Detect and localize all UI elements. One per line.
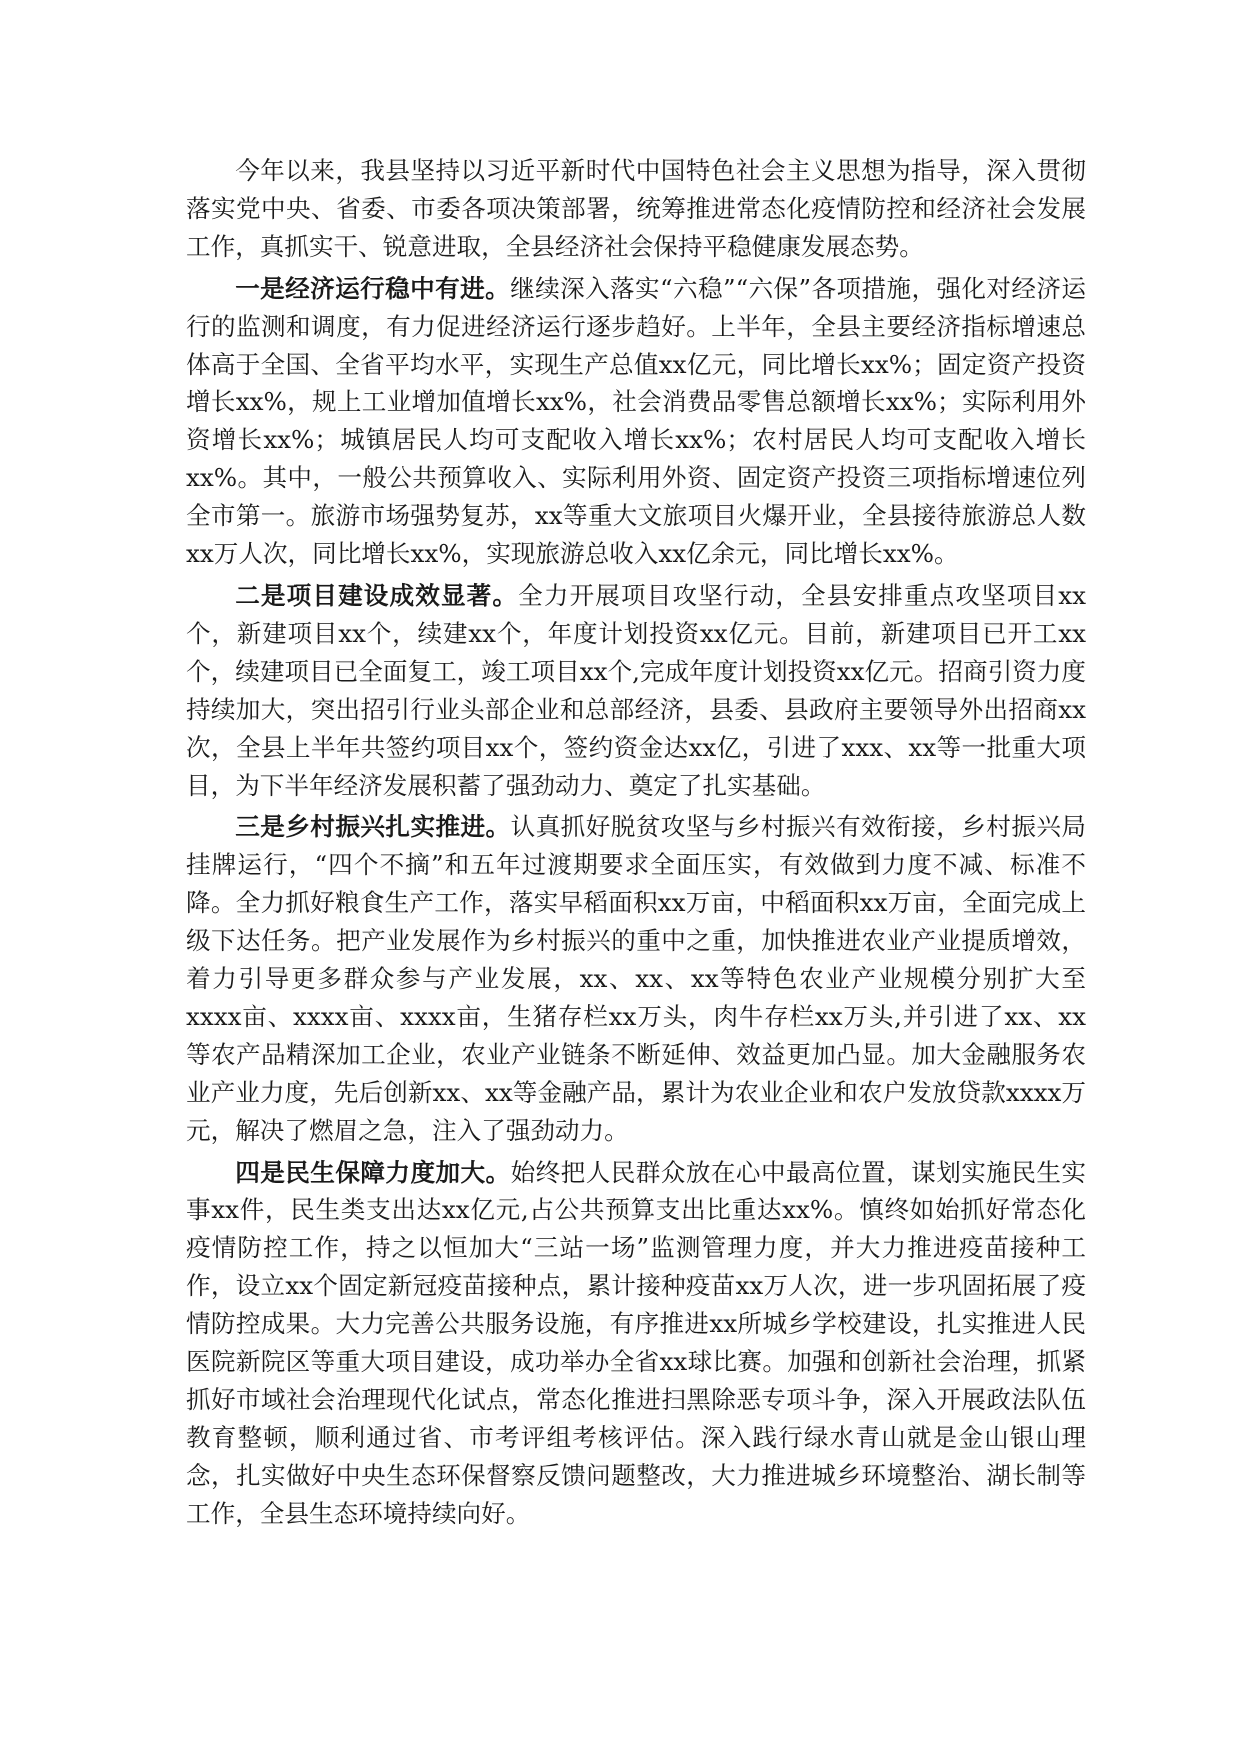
paragraph-body: 今年以来，我县坚持以习近平新时代中国特色社会主义思想为指导，深入贯彻落实党中央、省委、市委各项决策部署，统筹推进常态化疫情防控和经济社会发展工作，真抓实干、锐意进取，全县经济社会保持平稳健康发展态势。 — [186, 156, 1086, 261]
paragraph-body: 继续深入落实“六稳”“六保”各项措施，强化对经济运行的监测和调度，有力促进经济运行逐步趋好。上半年，全县主要经济指标增速总体高于全国、全省平均水平，实现生产总值xx亿元，同比增长xx%；固定资产投资增长xx%，规上工业增加值增长xx%，社会消费品零售总额增长xx%；实际利用外资增长xx%；城镇居民人均可支配收入增长xx%；农村居民人均可支配收入增长xx%。其中，一般公共预算收入、实际利用外资、固定资产投资三项指标增速位列全市第一。旅游市场强势复苏，xx等重大文旅项目火爆开业，全县接待旅游总人数xx万人次，同比增长xx%，实现旅游总收入xx亿余元，同比增长xx%。 — [186, 273, 1086, 569]
projects-paragraph — [186, 577, 1086, 804]
document-page — [186, 152, 1086, 1537]
paragraph-body: 全力开展项目攻坚行动，全县安排重点攻坚项目xx个，新建项目xx个，续建xx个，年度计划投资xx亿元。目前，新建项目已开工xx个，续建项目已全面复工，竣工项目xx个,完成年度计划投资xx亿元。招商引资力度持续加大，突出招引行业头部企业和总部经济，县委、县政府主要领导外出招商xx次，全县上半年共签约项目xx个，签约资金达xx亿，引进了xxx、xx等一批重大项目，为下半年经济发展积蓄了强劲动力、奠定了扎实基础。 — [186, 580, 1086, 800]
rural-revitalization-paragraph — [186, 808, 1086, 1149]
paragraph-heading: 三是乡村振兴扎实推进。 — [235, 812, 511, 842]
economy-paragraph — [186, 270, 1086, 573]
livelihood-paragraph — [186, 1154, 1086, 1533]
paragraph-body: 始终把人民群众放在心中最高位置，谋划实施民生实事xx件，民生类支出达xx亿元,占公共预算支出比重达xx%。慎终如始抓好常态化疫情防控工作，持之以恒加大“三站一场”监测管理力度，并大力推进疫苗接种工作，设立xx个固定新冠疫苗接种点，累计接种疫苗xx万人次，进一步巩固拓展了疫情防控成果。大力完善公共服务设施，有序推进xx所城乡学校建设，扎实推进人民医院新院区等重大项目建设，成功举办全省xx球比赛。加强和创新社会治理，抓紧抓好市域社会治理现代化试点，常态化推进扫黑除恶专项斗争，深入开展政法队伍教育整顿，顺利通过省、市考评组考核评估。深入践行绿水青山就是金山银山理念，扎实做好中央生态环保督察反馈问题整改，大力推进城乡环境整治、湖长制等工作，全县生态环境持续向好。 — [186, 1157, 1086, 1528]
paragraph-heading: 二是项目建设成效显著。 — [235, 580, 519, 610]
intro-paragraph — [186, 152, 1086, 266]
paragraph-heading: 一是经济运行稳中有进。 — [235, 273, 511, 303]
paragraph-heading: 四是民生保障力度加大。 — [235, 1157, 511, 1187]
paragraph-body: 认真抓好脱贫攻坚与乡村振兴有效衔接，乡村振兴局挂牌运行，“四个不摘”和五年过渡期要求全面压实，有效做到力度不减、标准不降。全力抓好粮食生产工作，落实早稻面积xx万亩，中稻面积xx万亩，全面完成上级下达任务。把产业发展作为乡村振兴的重中之重，加快推进农业产业提质增效，着力引导更多群众参与产业发展，xx、xx、xx等特色农业产业规模分别扩大至xxxx亩、xxxx亩、xxxx亩，生猪存栏xx万头，肉牛存栏xx万头,并引进了xx、xx等农产品精深加工企业，农业产业链条不断延伸、效益更加凸显。加大金融服务农业产业力度，先后创新xx、xx等金融产品，累计为农业企业和农户发放贷款xxxx万元，解决了燃眉之急，注入了强劲动力。 — [186, 812, 1086, 1145]
